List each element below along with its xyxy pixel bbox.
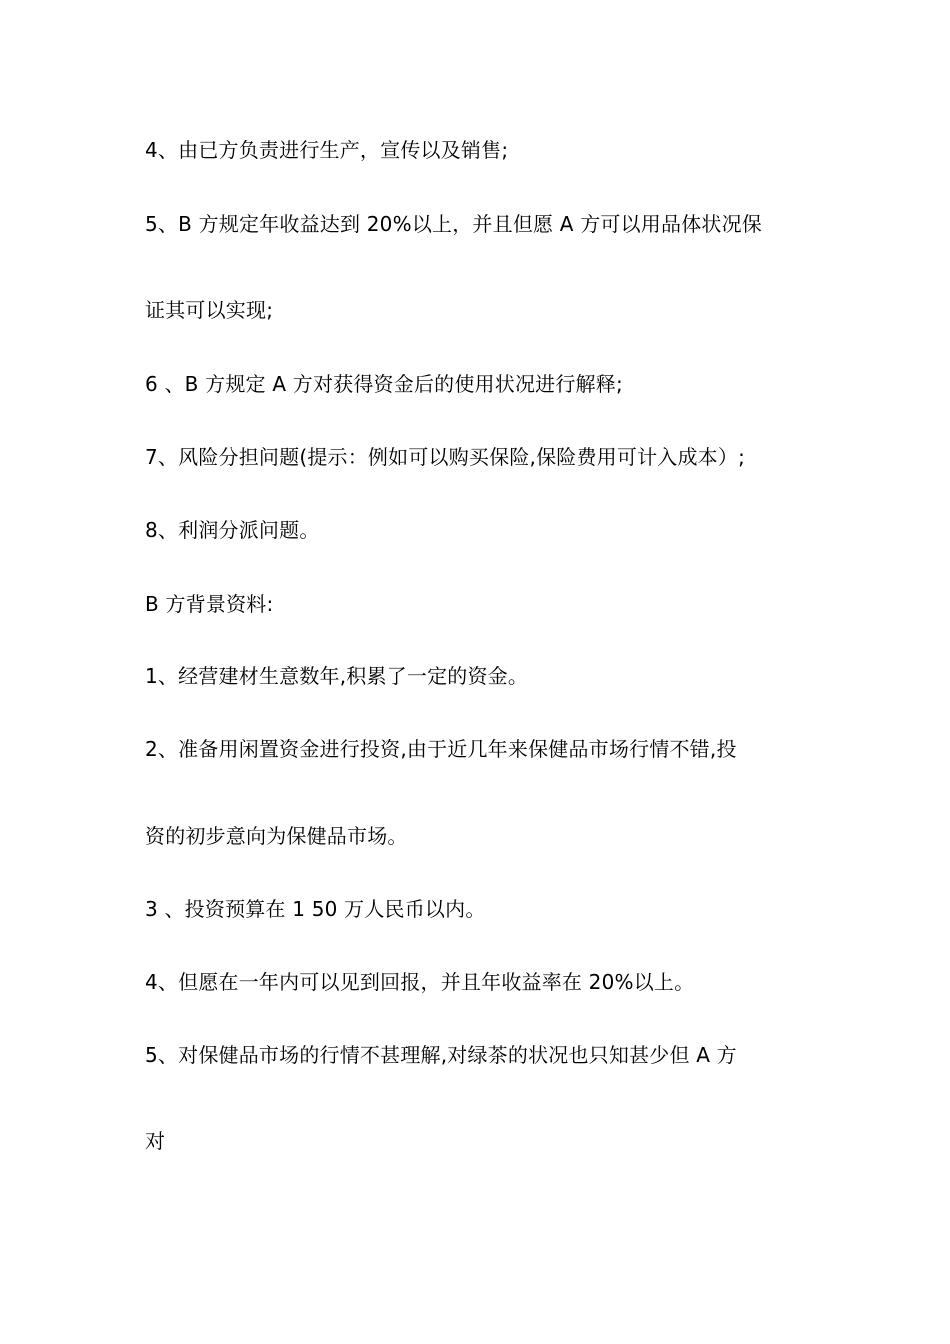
paragraph-line: 4、但愿在一年内可以见到回报，并且年收益率在 20%以上。 xyxy=(145,970,695,994)
paragraph-line: 证其可以实现; xyxy=(145,298,274,322)
paragraph-line: 5、B 方规定年收益达到 20%以上，并且但愿 A 方可以用品体状况保 xyxy=(145,212,763,236)
paragraph-line: 7、风险分担问题(提示：例如可以购买保险,保险费用可计入成本）; xyxy=(145,445,746,469)
paragraph-line: 1、经营建材生意数年,积累了一定的资金。 xyxy=(145,664,529,688)
paragraph-line: 2、准备用闲置资金进行投资,由于近几年来保健品市场行情不错,投 xyxy=(145,737,737,761)
paragraph-line: 4、由已方负责进行生产，宣传以及销售; xyxy=(145,138,509,162)
paragraph-line: 对 xyxy=(145,1129,166,1153)
paragraph-line: 资的初步意向为保健品市场。 xyxy=(145,824,408,848)
section-heading: B 方背景资料: xyxy=(145,592,274,616)
paragraph-line: 6 、B 方规定 A 方对获得资金后的使用状况进行解释; xyxy=(145,372,623,396)
paragraph-line: 5、对保健品市场的行情不甚理解,对绿茶的状况也只知甚少但 A 方 xyxy=(145,1043,737,1067)
paragraph-line: 8、利润分派问题。 xyxy=(145,518,320,542)
paragraph-line: 3 、投资预算在 1 50 万人民币以内。 xyxy=(145,897,486,921)
